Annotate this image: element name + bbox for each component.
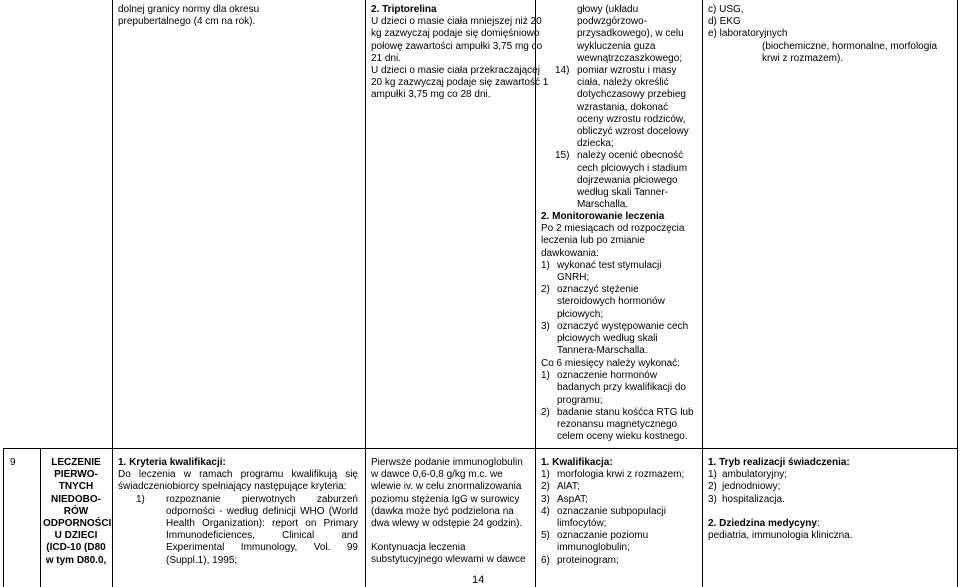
item-number: 2)	[541, 284, 550, 296]
column-divider-1	[40, 448, 41, 587]
specialty-colon: :	[816, 517, 820, 529]
dosing-heading: 2. Triptorelina	[371, 4, 437, 15]
item-text: rozpoznanie pierwotnych zaburzeń odporności - według definicji WHO (World Health Organization): report on Primary Immunodeficiences, Clinical and Experimental Immunology, Vol. 99 (Suppl.1), 1995;	[166, 493, 358, 566]
item-text: jednodniowy;	[722, 481, 781, 493]
list-item	[708, 481, 953, 493]
dosing-paragraph: U dzieci o masie ciała przekraczającej 20 kg zazwyczaj podaje się zawartość 1 ampułki 3,75 mg co 28 dni.	[371, 65, 549, 101]
item-number: 3)	[541, 493, 550, 505]
top-cell-examinations	[708, 4, 953, 65]
item-number: 2)	[541, 481, 550, 493]
dosing-text: Kontynuacja leczenia substytucyjnego wlewami w dawce	[371, 542, 526, 566]
item-text: hospitalizacja.	[722, 493, 785, 505]
diagnostics-intro: głowy (układu podwzgórzowo-przysadkowego), w celu wykluczenia guza wewnątrzczaszkowego;	[577, 4, 684, 64]
list-item	[708, 469, 953, 481]
row-separator	[3, 448, 958, 449]
item-number: 3)	[541, 320, 550, 332]
exam-line: d) EKG	[708, 16, 741, 28]
item-number: 14)	[555, 65, 570, 77]
list-item	[541, 530, 699, 554]
qualification-criteria-cell	[118, 457, 358, 567]
dosing-paragraph: U dzieci o masie ciała mniejszej niż 20 kg zazwyczaj podaje się domięśniowo połowę zawartości ampułki 3,75 mg co 21 dni.	[371, 16, 543, 64]
item-number: 2)	[708, 481, 717, 493]
table-border-right	[957, 0, 958, 587]
item-number: 1)	[541, 259, 550, 271]
six-month-list	[541, 370, 696, 443]
list-item	[541, 260, 696, 284]
top-cell-dosing	[371, 4, 549, 102]
item-text: badanie stanu kośćca RTG lub rezonansu magnetycznego celem oceny wieku kostnego.	[557, 406, 694, 443]
list-item	[708, 494, 953, 506]
specialty-line	[708, 518, 953, 530]
description-continuation: dolnej granicy normy dla okresu prepubertalnego (4 cm na rok).	[118, 4, 260, 28]
column-divider-3	[365, 0, 366, 587]
exam-note: (biochemiczne, hormonalne, morfologia krwi z rozmazem).	[762, 40, 938, 64]
mode-heading: 1. Tryb realizacji świadczenia:	[708, 457, 850, 468]
list-item	[541, 321, 696, 358]
item-text: oznaczyć występowanie cech płciowych według skali Tannera-Marschalla.	[557, 320, 689, 357]
item-text: pomiar wzrostu i masy ciała, należy określić dotychczasowy przebieg wzrastania, dokonać oceny wzrostu rodziców, obliczyć wzrost docelowy dziecka;	[577, 65, 689, 150]
item-text: należy ocenić obecność cech płciowych i stadium dojrzewania płciowego według skali Tanner-Marschalla.	[577, 150, 688, 211]
item-text: proteinogram;	[557, 554, 619, 566]
criteria-intro: Do leczenia w ramach programu kwalifikują się świadczeniobiorcy spełniający następujące kryteria:	[118, 469, 358, 493]
item-text: oznaczyć stężenie steroidowych hormonów płciowych;	[557, 284, 665, 320]
list-item	[541, 284, 696, 321]
row-number-text: 9	[10, 457, 16, 468]
realization-cell	[708, 457, 953, 542]
page-number	[472, 574, 484, 586]
specialty-text: pediatria, immunologia kliniczna.	[708, 530, 853, 542]
criteria-list	[118, 494, 358, 567]
criteria-heading: 1. Kryteria kwalifikacji:	[118, 457, 226, 468]
row-number	[10, 457, 38, 469]
item-number: 15)	[555, 150, 570, 162]
item-text: oznaczanie subpopulacji limfocytów;	[557, 505, 666, 530]
top-cell-program-description	[118, 4, 293, 28]
item-text: wykonać test stymulacji GNRH;	[557, 259, 662, 284]
dosing-cell	[371, 457, 528, 567]
item-text: oznaczenie hormonów badanych przy kwalifikacji do programu;	[557, 370, 686, 406]
item-number: 3)	[708, 493, 717, 505]
exam-line: c) USG,	[708, 4, 744, 15]
qualification-heading: 1. Kwalifikacja:	[541, 457, 613, 468]
item-number: 2)	[541, 406, 550, 418]
item-number: 1)	[136, 493, 145, 505]
list-item	[541, 555, 699, 567]
item-number: 4)	[541, 505, 550, 517]
item-number: 1)	[541, 469, 550, 481]
list-item	[555, 65, 692, 150]
list-item	[118, 494, 358, 567]
list-item	[541, 506, 699, 530]
list-item	[541, 370, 696, 407]
monitoring-section	[541, 211, 696, 357]
qualification-list	[541, 469, 699, 567]
item-text: morfologia krwi z rozmazem;	[557, 469, 685, 481]
six-month-section	[541, 358, 696, 443]
item-number: 6)	[541, 554, 550, 566]
item-text: AspAT;	[557, 493, 588, 505]
list-item	[541, 481, 699, 493]
program-name	[43, 457, 112, 567]
list-item	[541, 407, 696, 444]
column-divider-2	[112, 0, 113, 587]
monitoring-heading: 2. Monitorowanie leczenia	[541, 211, 665, 222]
column-divider-5	[702, 0, 703, 587]
specialty-heading: 2. Dziedzina medycyny	[708, 517, 817, 529]
monitoring-intro: Po 2 miesiącach od rozpoczęcia leczenia lub po zmianie dawkowania:	[541, 223, 685, 259]
item-number: 5)	[541, 530, 550, 542]
exam-line: e) laboratoryjnych	[708, 28, 788, 40]
item-text: oznaczanie poziomu immunoglobulin;	[557, 530, 649, 554]
item-text: AlAT;	[557, 481, 580, 493]
six-month-intro: Co 6 miesięcy należy wykonać:	[541, 358, 680, 369]
diagnostics-cell	[541, 457, 699, 567]
program-name-text: LECZENIE PIERWO-TNYCH NIEDOBO-RÓW ODPORNOŚCI U DZIECI (ICD-10 (D80 w tym D80.0,	[43, 457, 112, 566]
page-number-text: 14	[472, 574, 485, 586]
item-number: 1)	[708, 469, 717, 481]
monitoring-list	[541, 260, 696, 358]
item-text: ambulatoryjny;	[722, 469, 788, 481]
diagnostics-list	[555, 65, 692, 211]
table-border-left	[3, 448, 4, 587]
dosing-text: Pierwsze podanie immunoglobulin w dawce 0,6-0,8 g/kg m.c. we wlewie iv. w celu znormalizowania poziomu stężenia IgG w surowicy (dawka może być podzielona na dwa wlewy w odstępie 24 godzin).	[371, 457, 523, 530]
list-item	[555, 150, 692, 211]
list-item	[541, 494, 699, 506]
mode-list	[708, 469, 953, 506]
top-cell-diagnostics	[555, 4, 692, 211]
list-item	[541, 469, 699, 481]
item-number: 1)	[541, 370, 550, 382]
